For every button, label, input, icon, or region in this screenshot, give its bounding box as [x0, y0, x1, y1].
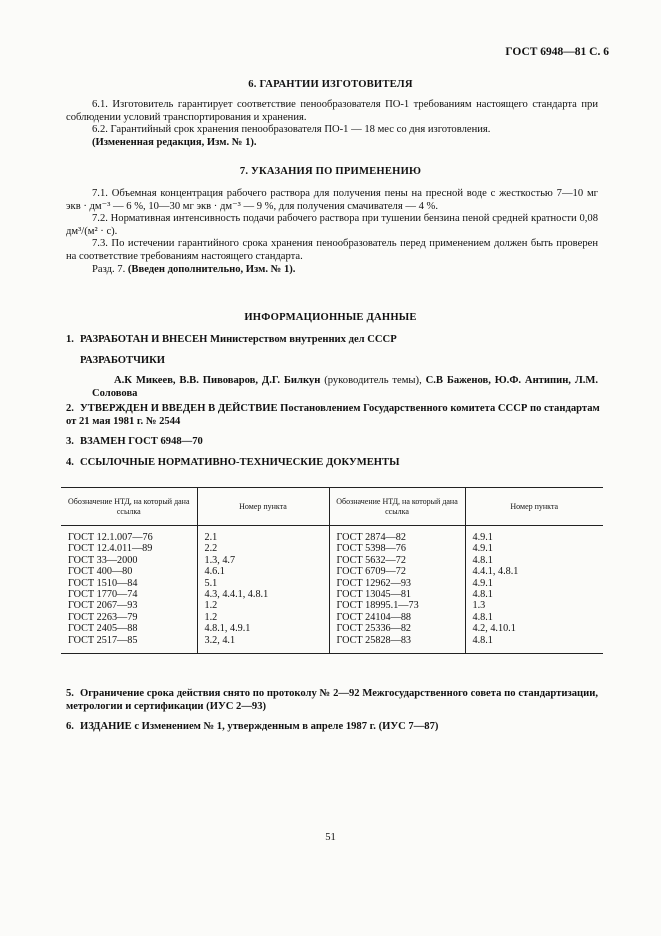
table-row: [61, 589, 603, 600]
ntd-designation-cell: ГОСТ 1510—84: [68, 577, 138, 589]
table-row: [61, 635, 603, 654]
section-6-body: [66, 99, 598, 149]
ntd-designation-cell: ГОСТ 2067—93: [68, 600, 138, 612]
info-item-3: 3. ВЗАМЕН ГОСТ 6948—70: [66, 436, 203, 447]
ntd-designation-cell: ГОСТ 2405—88: [68, 623, 138, 635]
reference-documents-table: [61, 487, 603, 654]
amendment-note-7: (Введен дополнительно, Изм. № 1).: [127, 263, 296, 275]
ntd-designation-cell: ГОСТ 12962—93: [329, 578, 465, 589]
ntd-designation-cell: ГОСТ 24104—88: [329, 612, 465, 623]
info-item-1: 1. РАЗРАБОТАН И ВНЕСЕН Министерством внутренних дел СССР: [66, 334, 397, 345]
ntd-designation-cell: ГОСТ 25828—83: [329, 635, 465, 654]
paragraph-7-3: 7.3. По истечении гарантийного срока хранения пенообразователь перед применением должен быть проверен на соответствие требованиям настоящего стандарта.: [66, 238, 598, 262]
table-row: [61, 543, 603, 554]
clause-number-cell: 1.3: [465, 600, 603, 611]
ntd-designation-cell: ГОСТ 18995.1—73: [329, 600, 465, 611]
ntd-designation-cell: ГОСТ 12.4.011—89: [68, 543, 153, 555]
ntd-designation-cell: ГОСТ 25336—82: [329, 623, 465, 634]
info-title: ИНФОРМАЦИОННЫЕ ДАННЫЕ: [244, 312, 417, 323]
info-item-6: 6. ИЗДАНИЕ с Изменением № 1, утвержденным в апреле 1987 г. (ИУС 7—87): [66, 721, 439, 732]
table-row: [61, 612, 603, 623]
clause-number-cell: 5.1: [197, 578, 329, 589]
page-header: ГОСТ 6948—81 С. 6: [505, 46, 609, 58]
table-row: [61, 623, 603, 634]
paragraph-7-1: 7.1. Объемная концентрация рабочего раствора для получения пены на пресной воде с жесткостью 7—10 мг экв · дм⁻³ — 6 %, 10—30 мг экв · дм⁻³ — 9 %, для получения смачивателя — 4 %.: [66, 188, 598, 212]
ntd-designation-cell: ГОСТ 5398—76: [329, 543, 465, 554]
table-row: [61, 566, 603, 577]
clause-number-cell: 1.3, 4.7: [197, 555, 329, 566]
table-row: [61, 555, 603, 566]
column-header-clause-1: Номер пункта: [197, 488, 329, 526]
table-body: [61, 526, 603, 654]
ntd-designation-cell: ГОСТ 2874—82: [329, 526, 465, 544]
paragraph-6-2: 6.2. Гарантийный срок хранения пенообразователя ПО-1 — 18 мес со дня изготовления.: [92, 124, 491, 136]
clause-number-cell: 4.6.1: [197, 566, 329, 577]
clause-number-cell: 4.9.1: [465, 543, 603, 554]
page-number: 51: [325, 832, 336, 843]
clause-number-cell: 4.3, 4.4.1, 4.8.1: [197, 589, 329, 600]
paragraph-6-1: 6.1. Изготовитель гарантирует соответствие пенообразователя ПО-1 требованиям настоящего стандарта при соблюдении условий транспортирования и хранения.: [66, 99, 598, 123]
clause-number-cell: 4.8.1: [465, 589, 603, 600]
clause-number-cell: 4.8.1: [465, 635, 603, 654]
ntd-designation-cell: ГОСТ 13045—81: [329, 589, 465, 600]
developers-list: А.К Микеев, В.В. Пивоваров, Д.Г. Билкун (руководитель темы), С.В Баженов, Ю.Ф. Антипин, Л.М. Соловова: [92, 375, 599, 399]
column-header-clause-2: Номер пункта: [465, 488, 603, 526]
info-item-2: 2. УТВЕРЖДЕН И ВВЕДЕН В ДЕЙСТВИЕ Постановлением Государственного комитета СССР по стандартам от 21 мая 1981 г. № 2544: [66, 403, 600, 427]
section-7-body: [66, 188, 598, 276]
ntd-designation-cell: ГОСТ 12.1.007—76: [68, 532, 153, 543]
clause-number-cell: 1.2: [197, 612, 329, 623]
ntd-designation-cell: ГОСТ 33—2000: [68, 554, 138, 566]
clause-number-cell: 1.2: [197, 600, 329, 611]
clause-number-cell: 4.4.1, 4.8.1: [465, 566, 603, 577]
column-header-ntd-2: Обозначение НТД, на который дана ссылка: [329, 488, 465, 526]
table-row: [61, 600, 603, 611]
clause-number-cell: 4.9.1: [465, 578, 603, 589]
clause-number-cell: 4.9.1: [465, 526, 603, 544]
section-ref: Разд. 7.: [92, 263, 126, 275]
ntd-designation-cell: ГОСТ 400—80: [68, 566, 133, 578]
ntd-designation-cell: ГОСТ 5632—72: [329, 555, 465, 566]
clause-number-cell: 4.8.1: [465, 612, 603, 623]
info-item-5: 5. Ограничение срока действия снято по протоколу № 2—92 Межгосударственного совета по стандартизации, метрологии и сертификации (ИУС 2—93): [66, 688, 598, 712]
table-row: [61, 578, 603, 589]
clause-number-cell: 3.2, 4.1: [197, 635, 329, 654]
paragraph-7-2: 7.2. Нормативная интенсивность подачи рабочего раствора при тушении бензина пеной средней кратности 0,08 дм³/(м² · с).: [66, 213, 598, 237]
info-item-4: 4. ССЫЛОЧНЫЕ НОРМАТИВНО-ТЕХНИЧЕСКИЕ ДОКУМЕНТЫ: [66, 457, 400, 468]
clause-number-cell: 2.2: [197, 543, 329, 554]
section-6-title: 6. ГАРАНТИИ ИЗГОТОВИТЕЛЯ: [248, 79, 413, 90]
column-header-ntd-1: Обозначение НТД, на который дана ссылка: [61, 488, 197, 526]
table-row: [61, 526, 603, 544]
table-header-row: [61, 488, 603, 526]
ntd-designation-cell: ГОСТ 6709—72: [329, 566, 465, 577]
ntd-designation-cell: ГОСТ 1770—74: [68, 589, 138, 601]
developers-label: РАЗРАБОТЧИКИ: [80, 355, 166, 366]
ntd-designation-cell: ГОСТ 2517—85: [61, 635, 197, 654]
clause-number-cell: 4.2, 4.10.1: [465, 623, 603, 634]
clause-number-cell: 4.8.1: [465, 555, 603, 566]
paragraph-7-4: [66, 264, 598, 277]
amendment-note-6: (Измененная редакция, Изм. № 1).: [92, 136, 257, 148]
section-7-title: 7. УКАЗАНИЯ ПО ПРИМЕНЕНИЮ: [239, 166, 422, 177]
clause-number-cell: 4.8.1, 4.9.1: [197, 623, 329, 634]
clause-number-cell: 2.1: [197, 526, 329, 544]
ntd-designation-cell: ГОСТ 2263—79: [68, 611, 138, 623]
